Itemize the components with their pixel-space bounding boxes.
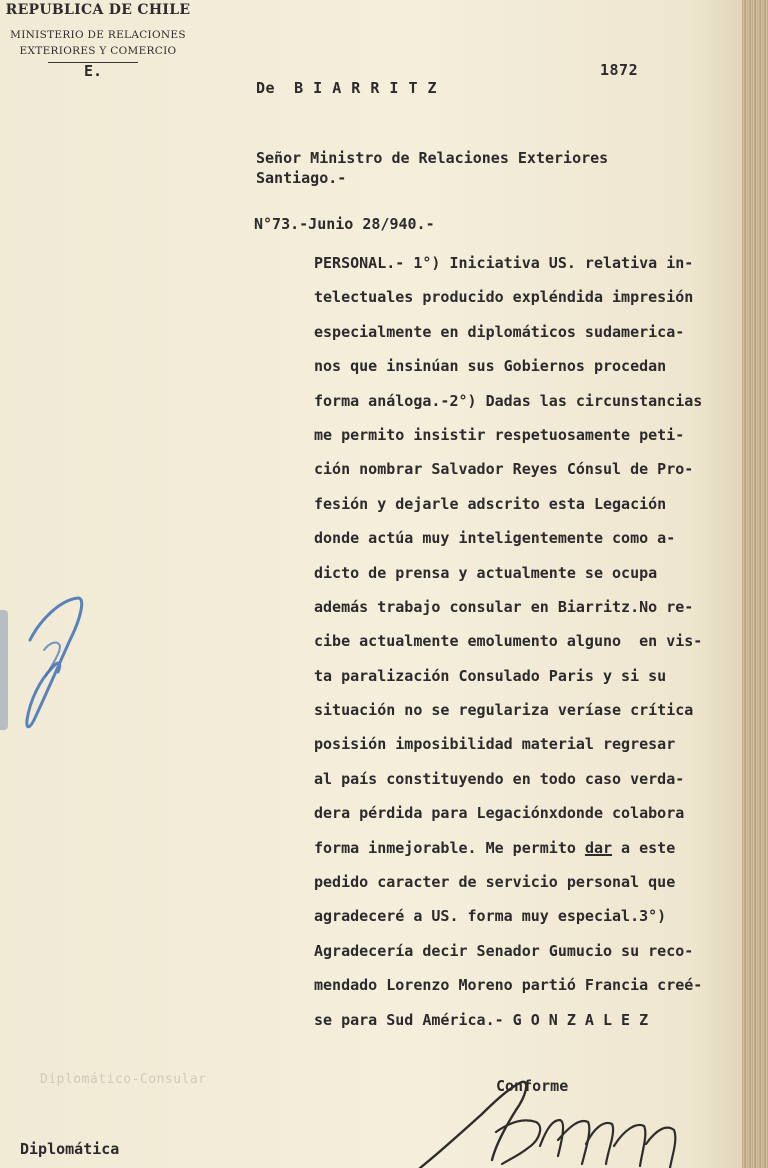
body-line-end: a este xyxy=(612,838,676,857)
body-line: fesión y dejarle adscrito esta Legación xyxy=(314,494,667,513)
closing-word: Conforme xyxy=(496,1077,569,1095)
body-line: nos que insinúan sus Gobiernos procedan xyxy=(314,357,667,376)
addressee-city: Santiago.- xyxy=(256,169,347,187)
body-line: cibe actualmente emolumento alguno en vis- xyxy=(314,632,703,651)
document-year: 1872 xyxy=(600,61,639,79)
body-line: ción nombrar Salvador Reyes Cónsul de Pro- xyxy=(314,460,694,479)
body-line: Agradecería decir Senador Gumucio su reco- xyxy=(314,941,694,960)
body-line: donde actúa muy inteligentemente como a- xyxy=(314,529,676,548)
body-line: especialmente en diplomáticos sudamerica- xyxy=(314,322,685,341)
body-line: dera pérdida para Legaciónxdonde colabora xyxy=(314,804,685,823)
body-line: mendado Lorenzo Moreno partió Francia creé- xyxy=(314,976,703,995)
body-line: se para Sud América.- G O N Z A L E Z xyxy=(314,1010,649,1029)
body-line: ta paralización Consulado Paris y si su xyxy=(314,666,667,685)
faint-bleedthrough-text: Diplomático-Consular xyxy=(40,1072,207,1087)
addressee-title: Señor Ministro de Relaciones Exteriores xyxy=(256,149,609,167)
body-line: agradeceré a US. forma muy especial.3°) xyxy=(314,907,667,926)
letterhead-ministry-line2: EXTERIORES Y COMERCIO xyxy=(19,45,177,57)
blue-pencil-mark xyxy=(0,580,100,750)
body-line: forma análoga.-2°) Dadas las circunstancias xyxy=(314,391,703,410)
letterhead-country: REPUBLICA DE CHILE xyxy=(5,2,191,18)
body-line: además trabajo consular en Biarritz.No re- xyxy=(314,597,694,616)
body-line: PERSONAL.- 1°) Iniciativa US. relativa in- xyxy=(314,254,694,272)
body-line: situación no se regulariza veríase crítica xyxy=(314,701,694,720)
letterhead-code: E. xyxy=(84,62,103,80)
reference-number: N°73.-Junio 28/940.- xyxy=(254,215,435,233)
telegram-body xyxy=(314,246,754,1037)
body-line-with-underline xyxy=(314,831,754,865)
origin-line: De B I A R R I T Z xyxy=(256,79,438,97)
body-line: dicto de prensa y actualmente se ocupa xyxy=(314,563,658,582)
body-line: telectuales producido expléndida impresión xyxy=(314,288,694,307)
department-label: Diplomática xyxy=(20,1140,120,1158)
body-line: me permito insistir respetuosamente peti- xyxy=(314,425,685,444)
underlined-word: dar xyxy=(584,838,613,857)
body-line: pedido caracter de servicio personal que xyxy=(314,873,676,892)
body-line: al país constituyendo en todo caso verda- xyxy=(314,769,685,788)
body-line: posisión imposibilidad material regresar xyxy=(314,735,676,754)
letterhead-ministry-line1: MINISTERIO DE RELACIONES xyxy=(10,29,186,41)
handwritten-signature xyxy=(400,1060,700,1168)
letterhead-ministry xyxy=(0,27,196,59)
body-line-start: forma inmejorable. Me permito xyxy=(314,838,585,857)
addressee xyxy=(256,148,608,188)
